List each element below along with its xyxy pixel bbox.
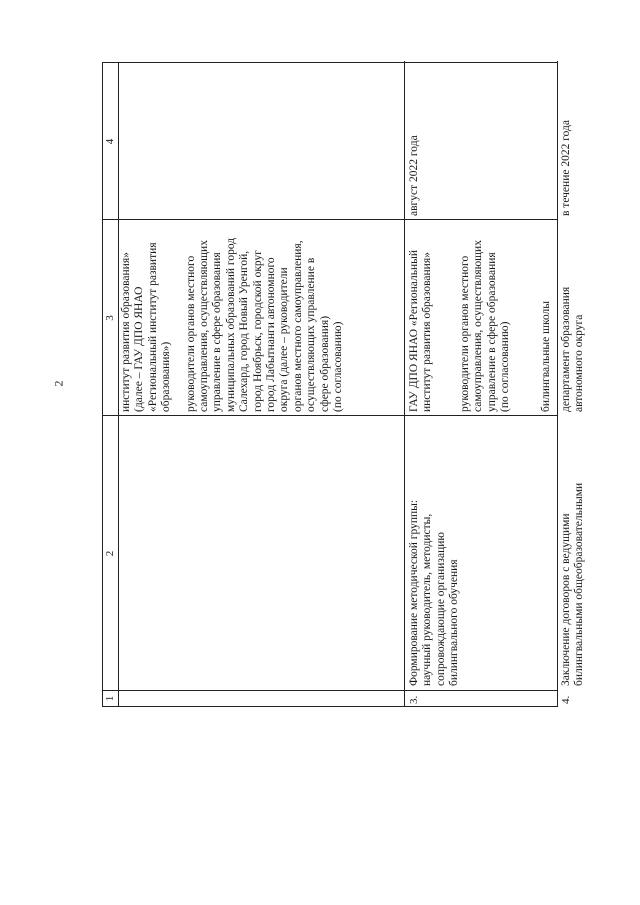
row-3-number: 3. xyxy=(408,695,420,704)
row-3-activity: Формирование методической группы: научный руководитель, методисты, сопровождающие организацию билингвального обучения xyxy=(408,499,461,686)
row-3-deadline: август 2022 года xyxy=(408,135,420,216)
paragraph: институт развития образования» (далее – ГАУ ДПО ЯНАО «Региональный институт развития образования») xyxy=(120,242,173,412)
page-number: 2 xyxy=(51,380,66,387)
header-col-2: 2 xyxy=(103,415,118,691)
row-4-responsible: департамент образования автономного округа xyxy=(560,286,586,412)
paragraph: ГАУ ДПО ЯНАО «Региональный институт развития образования» xyxy=(408,249,434,412)
row-4-schools-note: билингвальные школы xyxy=(540,300,552,412)
cont-row-responsible xyxy=(120,222,357,412)
row-4-deadline: в течение 2022 года xyxy=(560,119,572,216)
table-header xyxy=(102,62,119,707)
paragraph: руководители органов местного самоуправления, осуществляющих управление в сфере образования муниципальных образований город Салехард, город Новый Уренгой, город Ноябрьск, городской округ город Лабытнанги автономного округа (далее – руководители органов местного самоуправления, осуществляющих управление в сфере образования) (по согласованию) xyxy=(184,237,345,412)
paragraph: руководители органов местного самоуправления, осуществляющих управление в сфере образования (по согласованию) xyxy=(458,240,512,412)
row-4-activity: Заключение договоров с ведущими билингвальными общеобразовательными xyxy=(560,482,586,686)
row-3-responsible xyxy=(408,222,523,412)
row-4-number: 4. xyxy=(560,695,572,704)
rotated-page xyxy=(102,62,586,707)
header-col-3: 3 xyxy=(103,219,118,416)
header-col-4: 4 xyxy=(104,138,116,145)
table-body xyxy=(118,62,586,707)
header-col-1: 1 xyxy=(103,690,118,706)
